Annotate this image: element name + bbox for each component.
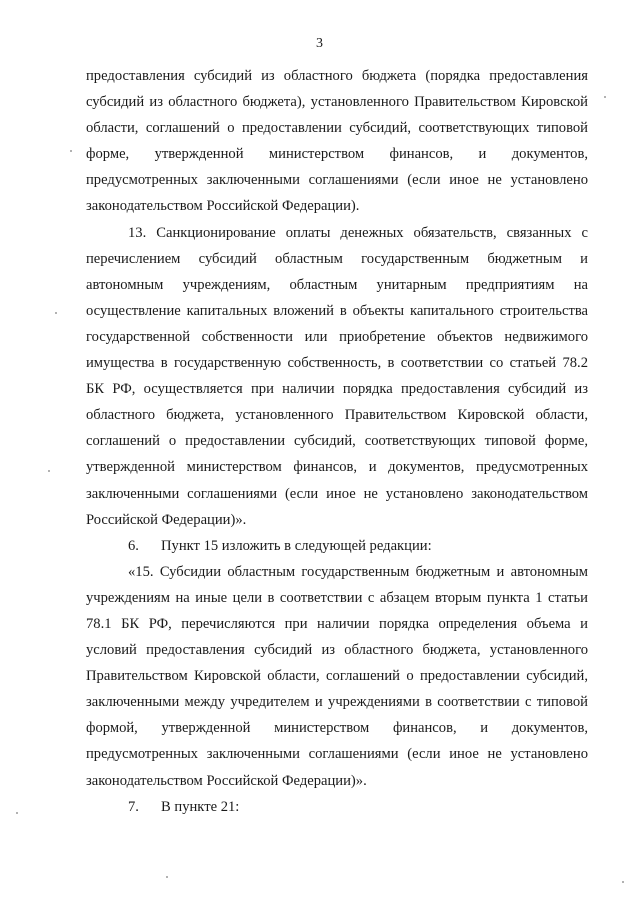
paragraph-continuation: предоставления субсидий из областного бюджета (порядка предоставления субсидий из областного бюджета), установленного Правительством Кировской области, соглашений о предоставлении субсидий, соответствующих типовой форме, утвержденной министерством финансов, и документов, предусмотренных заключенными соглашениями (если иное не установлено законодательством Российской Федерации).: [86, 68, 588, 215]
scan-speck: [622, 881, 624, 883]
list-item-6: [86, 533, 588, 559]
paragraph-item-13: 13. Санкционирование оплаты денежных обязательств, связанных с перечислением субсидий областным государственным бюджетным и автономным учреждениям, областным унитарным предприятиям на осуществление капитальных вложений в объекты капитального строительства государственной собственности или приобретение объектов недвижимого имущества в государственную собственность, в соответствии со статьей 78.2 БК РФ, осуществляется при наличии порядка предоставления субсидий из областного бюджета, установленного Правительством Кировской области, соглашений о предоставлении субсидий, соответствующих типовой форме, утвержденной министерством финансов, и документов, предусмотренных заключенными соглашениями (если иное не установлено законодательством Российской Федерации)».: [86, 224, 588, 528]
scan-speck: [48, 470, 50, 472]
scan-speck: [604, 96, 606, 98]
scan-speck: [16, 812, 18, 814]
scan-speck: [70, 150, 72, 152]
page-number: 3: [316, 36, 323, 51]
list-item-7-number: 7.: [128, 798, 139, 815]
scan-speck: [55, 312, 57, 314]
list-item-6-number: 6.: [128, 537, 139, 554]
document-body: [86, 63, 588, 820]
scan-speck: [166, 876, 168, 878]
list-item-7: [86, 794, 588, 820]
list-item-6-text: Пункт 15 изложить в следующей редакции:: [161, 537, 432, 554]
list-item-7-text: В пункте 21:: [161, 798, 240, 815]
paragraph-item-15-quote: «15. Субсидии областным государственным бюджетным и автономным учреждениям на иные цели в соответствии с абзацем вторым пункта 1 статьи 78.1 БК РФ, перечисляются при наличии порядка определения объема и условий предоставления субсидий из областного бюджета, установленного Правительством Кировской области, соглашений о предоставлении субсидий, заключенными между учредителем и учреждениями в соответствии с типовой формой, утвержденной министерством финансов, и документов, предусмотренных заключенными соглашениями (если иное не установлено законодательством Российской Федерации)».: [86, 563, 588, 789]
